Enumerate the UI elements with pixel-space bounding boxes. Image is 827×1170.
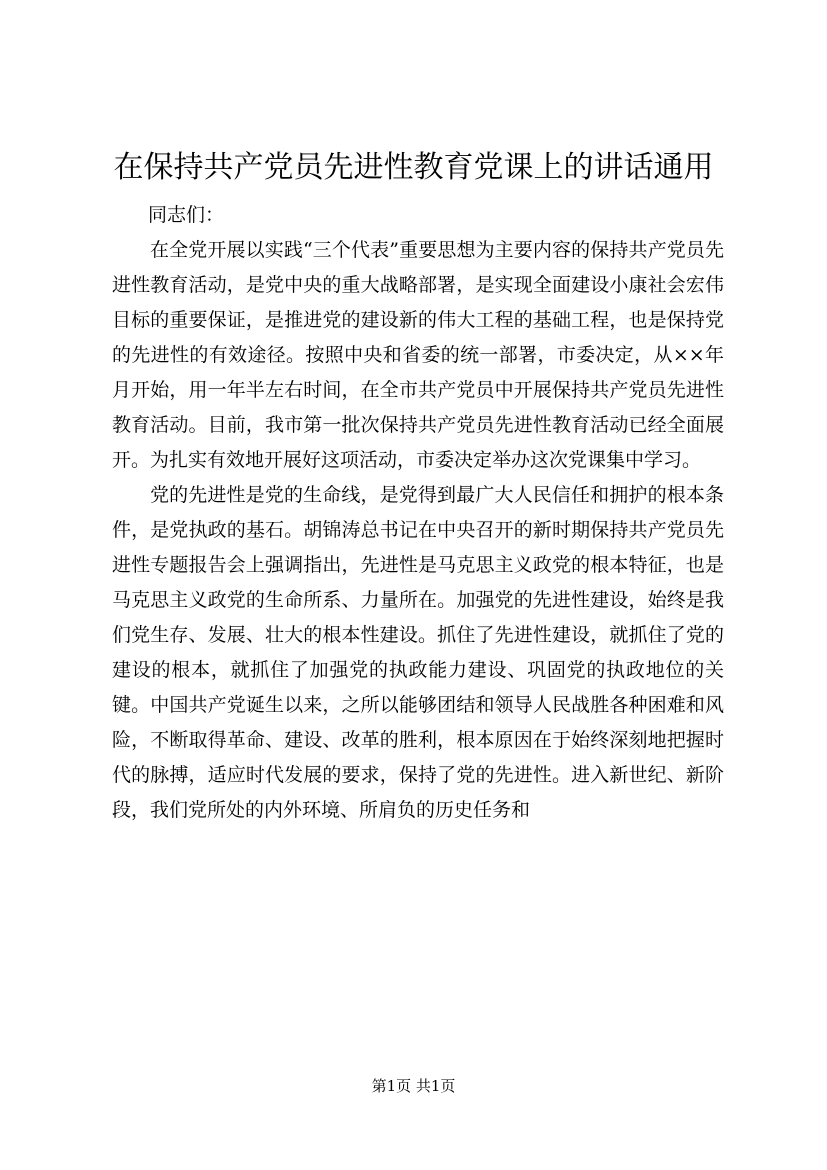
- document-body: [112, 198, 724, 828]
- salutation: 同志们：: [148, 204, 225, 226]
- page-number-footer: 第1页 共1页: [371, 1077, 456, 1095]
- paragraph-1: 在全党开展以实践“三个代表”重要思想为主要内容的保持共产党员先进性教育活动，是党中央的重大战略部署，是实现全面建设小康社会宏伟目标的重要保证，是推进党的建设新的伟大工程的基础工程，也是保持党的先进性的有效途径。按照中央和省委的统一部署，市委决定，从××年月开始，用一年半左右时间，在全市共产党员中开展保持共产党员先进性教育活动。目前，我市第一批次保持共产党员先进性教育活动已经全面展开。为扎实有效地开展好这项活动，市委决定举办这次党课集中学习。: [112, 239, 724, 471]
- paragraph-2: 党的先进性是党的生命线，是党得到最广大人民信任和拥护的根本条件，是党执政的基石。胡锦涛总书记在中央召开的新时期保持共产党员先进性专题报告会上强调指出，先进性是马克思主义政党的根本特征，也是马克思主义政党的生命所系、力量所在。加强党的先进性建设，始终是我们党生存、发展、壮大的根本性建设。抓住了先进性建设，就抓住了党的建设的根本，就抓住了加强党的执政能力建设、巩固党的执政地位的关键。中国共产党诞生以来，之所以能够团结和领导人民战胜各种困难和风险，不断取得革命、建设、改革的胜利，根本原因在于始终深刻地把握时代的脉搏，适应时代发展的要求，保持了党的先进性。进入新世纪、新阶段，我们党所处的内外环境、所肩负的历史任务和: [112, 484, 724, 821]
- document-title: 在保持共产党员先进性教育党课上的讲话通用: [113, 150, 714, 185]
